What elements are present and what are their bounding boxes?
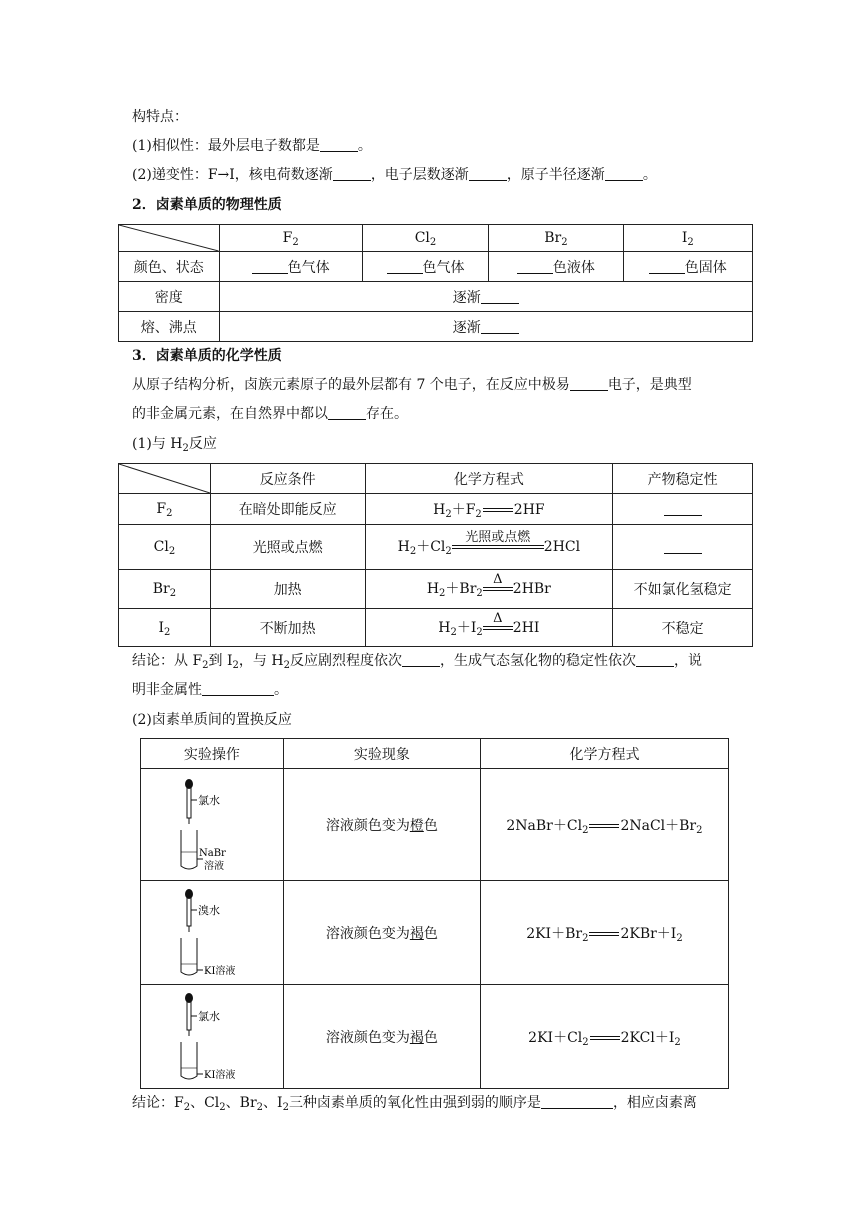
equals-sign [589,824,619,828]
fill-blank[interactable] [252,259,288,274]
sub-heading-h2: (1)与 $H_2$反应 [132,436,217,454]
reagent-label: 溴水 [197,903,220,917]
fill-blank[interactable] [541,1094,613,1109]
intro-line-1: 构特点： [132,109,188,125]
conclusion-1-line-2: 明非金属性 。 [132,682,288,698]
section-2-heading: 2．卤素单质的物理性质 [132,197,282,213]
solution-label: KI溶液 [203,1069,236,1081]
fill-blank[interactable] [664,539,702,554]
cell-density-trend: 逐渐 [219,282,752,312]
observation-3: 溶液颜色变为褐色 [283,985,480,1089]
diagonal-header-cell [119,464,211,494]
fill-blank[interactable] [570,376,608,391]
observation-2: 溶液颜色变为褐色 [283,881,480,985]
element-cl2: $Cl_2$ [119,525,211,570]
condition-br2: 加热 [210,570,365,609]
fill-blank[interactable] [402,652,440,667]
header-operation: 实验操作 [141,739,284,769]
experiment-diagram-2 [141,881,284,985]
fill-blank[interactable] [664,501,702,516]
header-br2: $Br_2$ [489,225,623,252]
heat-arrow: Δ [483,572,513,606]
equation-i2: $H_2+I_2$ Δ 2HI [365,609,613,647]
condition-cl2: 光照或点燃 [210,525,365,570]
cell-state: 色气体 [362,252,488,282]
element-br2: $Br_2$ [119,570,211,609]
element-i2: $I_2$ [119,609,211,647]
cell-state: 色液体 [489,252,623,282]
fill-blank[interactable] [387,259,423,274]
diagonal-header-cell [119,225,220,252]
intro-line-2: (1)相似性：最外层电子数都是 。 [132,138,372,154]
h2-reaction-table [118,463,753,647]
conclusion-1-line-1: 结论：从 $F_2$到 $I_2$，与 $H_2$反应剧烈程度依次 ，生成气态氢化物的稳定性依次 ，说 [132,653,702,671]
element-f2: $F_2$ [119,494,211,525]
stability-cl2 [613,525,753,570]
row-label-melting-boiling: 熔、沸点 [119,312,220,342]
equation-1: $2NaBr+Cl_2$ $2NaCl+Br_2$ [480,769,728,881]
conclusion-3-line-1: 结论：$F_2$、$Cl_2$、$Br_2$、$I_2$三种卤素单质的氧化性由强到弱的顺序是 ，相应卤素离 [132,1095,697,1113]
solution-label: NaBr [198,847,226,859]
equation-f2: $H_2+F_2$ 2HF [365,494,613,525]
fill-blank[interactable] [649,259,685,274]
stability-i2: 不稳定 [613,609,753,647]
header-stability: 产物稳定性 [613,464,753,494]
fill-blank[interactable] [605,166,643,181]
equation-br2: $H_2+Br_2$ Δ 2HBr [365,570,613,609]
stability-f2 [613,494,753,525]
fill-blank[interactable] [328,405,366,420]
condition-i2: 不断加热 [210,609,365,647]
fill-blank[interactable] [481,289,519,304]
equals-sign [590,1036,620,1040]
observation-1: 溶液颜色变为橙色 [283,769,480,881]
solution-label-2: 溶液 [203,860,224,872]
equation-cl2: $H_2+Cl_2$ 光照或点燃 2HCl [365,525,613,570]
intro-line-3: (2)递变性：F→I，核电荷数逐渐 ，电子层数逐渐 ，原子半径逐渐 。 [132,167,657,183]
section-3-heading: 3．卤素单质的化学性质 [132,348,282,364]
header-observation: 实验现象 [283,739,480,769]
fill-blank[interactable] [481,319,519,334]
section-3-para-1: 从原子结构分析，卤族元素原子的最外层都有 7 个电子，在反应中极易 电子，是典型 [132,377,692,393]
header-f2: $F_2$ [219,225,362,252]
test-tube-dropper-icon [167,990,257,1084]
equals-sign [483,508,513,512]
equals-sign [589,932,619,936]
condition-f2: 在暗处即能反应 [210,494,365,525]
test-tube-dropper-icon [167,776,257,874]
header-condition: 反应条件 [210,464,365,494]
fill-blank[interactable] [469,166,507,181]
cell-state: 色固体 [623,252,752,282]
reagent-label: 氯水 [197,793,220,807]
header-cl2: $Cl_2$ [362,225,488,252]
solution-label: KI溶液 [203,965,236,977]
fill-blank[interactable] [636,652,674,667]
experiment-diagram-1 [141,769,284,881]
header-equation: 化学方程式 [480,739,728,769]
condition-arrow: 光照或点燃 [452,530,544,564]
fill-blank[interactable] [333,166,371,181]
row-label-density: 密度 [119,282,220,312]
fill-blank[interactable] [320,137,358,152]
stability-br2: 不如氯化氢稳定 [613,570,753,609]
reagent-label: 氯水 [197,1009,220,1023]
displacement-table [140,738,729,1089]
experiment-diagram-3 [141,985,284,1089]
heat-arrow: Δ [483,611,513,645]
cell-state: 色气体 [219,252,362,282]
row-label-color-state: 颜色、状态 [119,252,220,282]
sub-heading-displacement: (2)卤素单质间的置换反应 [132,712,292,728]
fill-blank[interactable] [202,681,274,696]
equation-2: $2KI+Br_2$ $2KBr+I_2$ [480,881,728,985]
equation-3: $2KI+Cl_2$ $2KCl+I_2$ [480,985,728,1089]
test-tube-dropper-icon [167,886,257,980]
section-3-para-2: 的非金属元素，在自然界中都以 存在。 [132,406,408,422]
header-i2: $I_2$ [623,225,752,252]
cell-melting-trend: 逐渐 [219,312,752,342]
header-equation: 化学方程式 [365,464,613,494]
fill-blank[interactable] [517,259,553,274]
physical-properties-table [118,224,753,342]
